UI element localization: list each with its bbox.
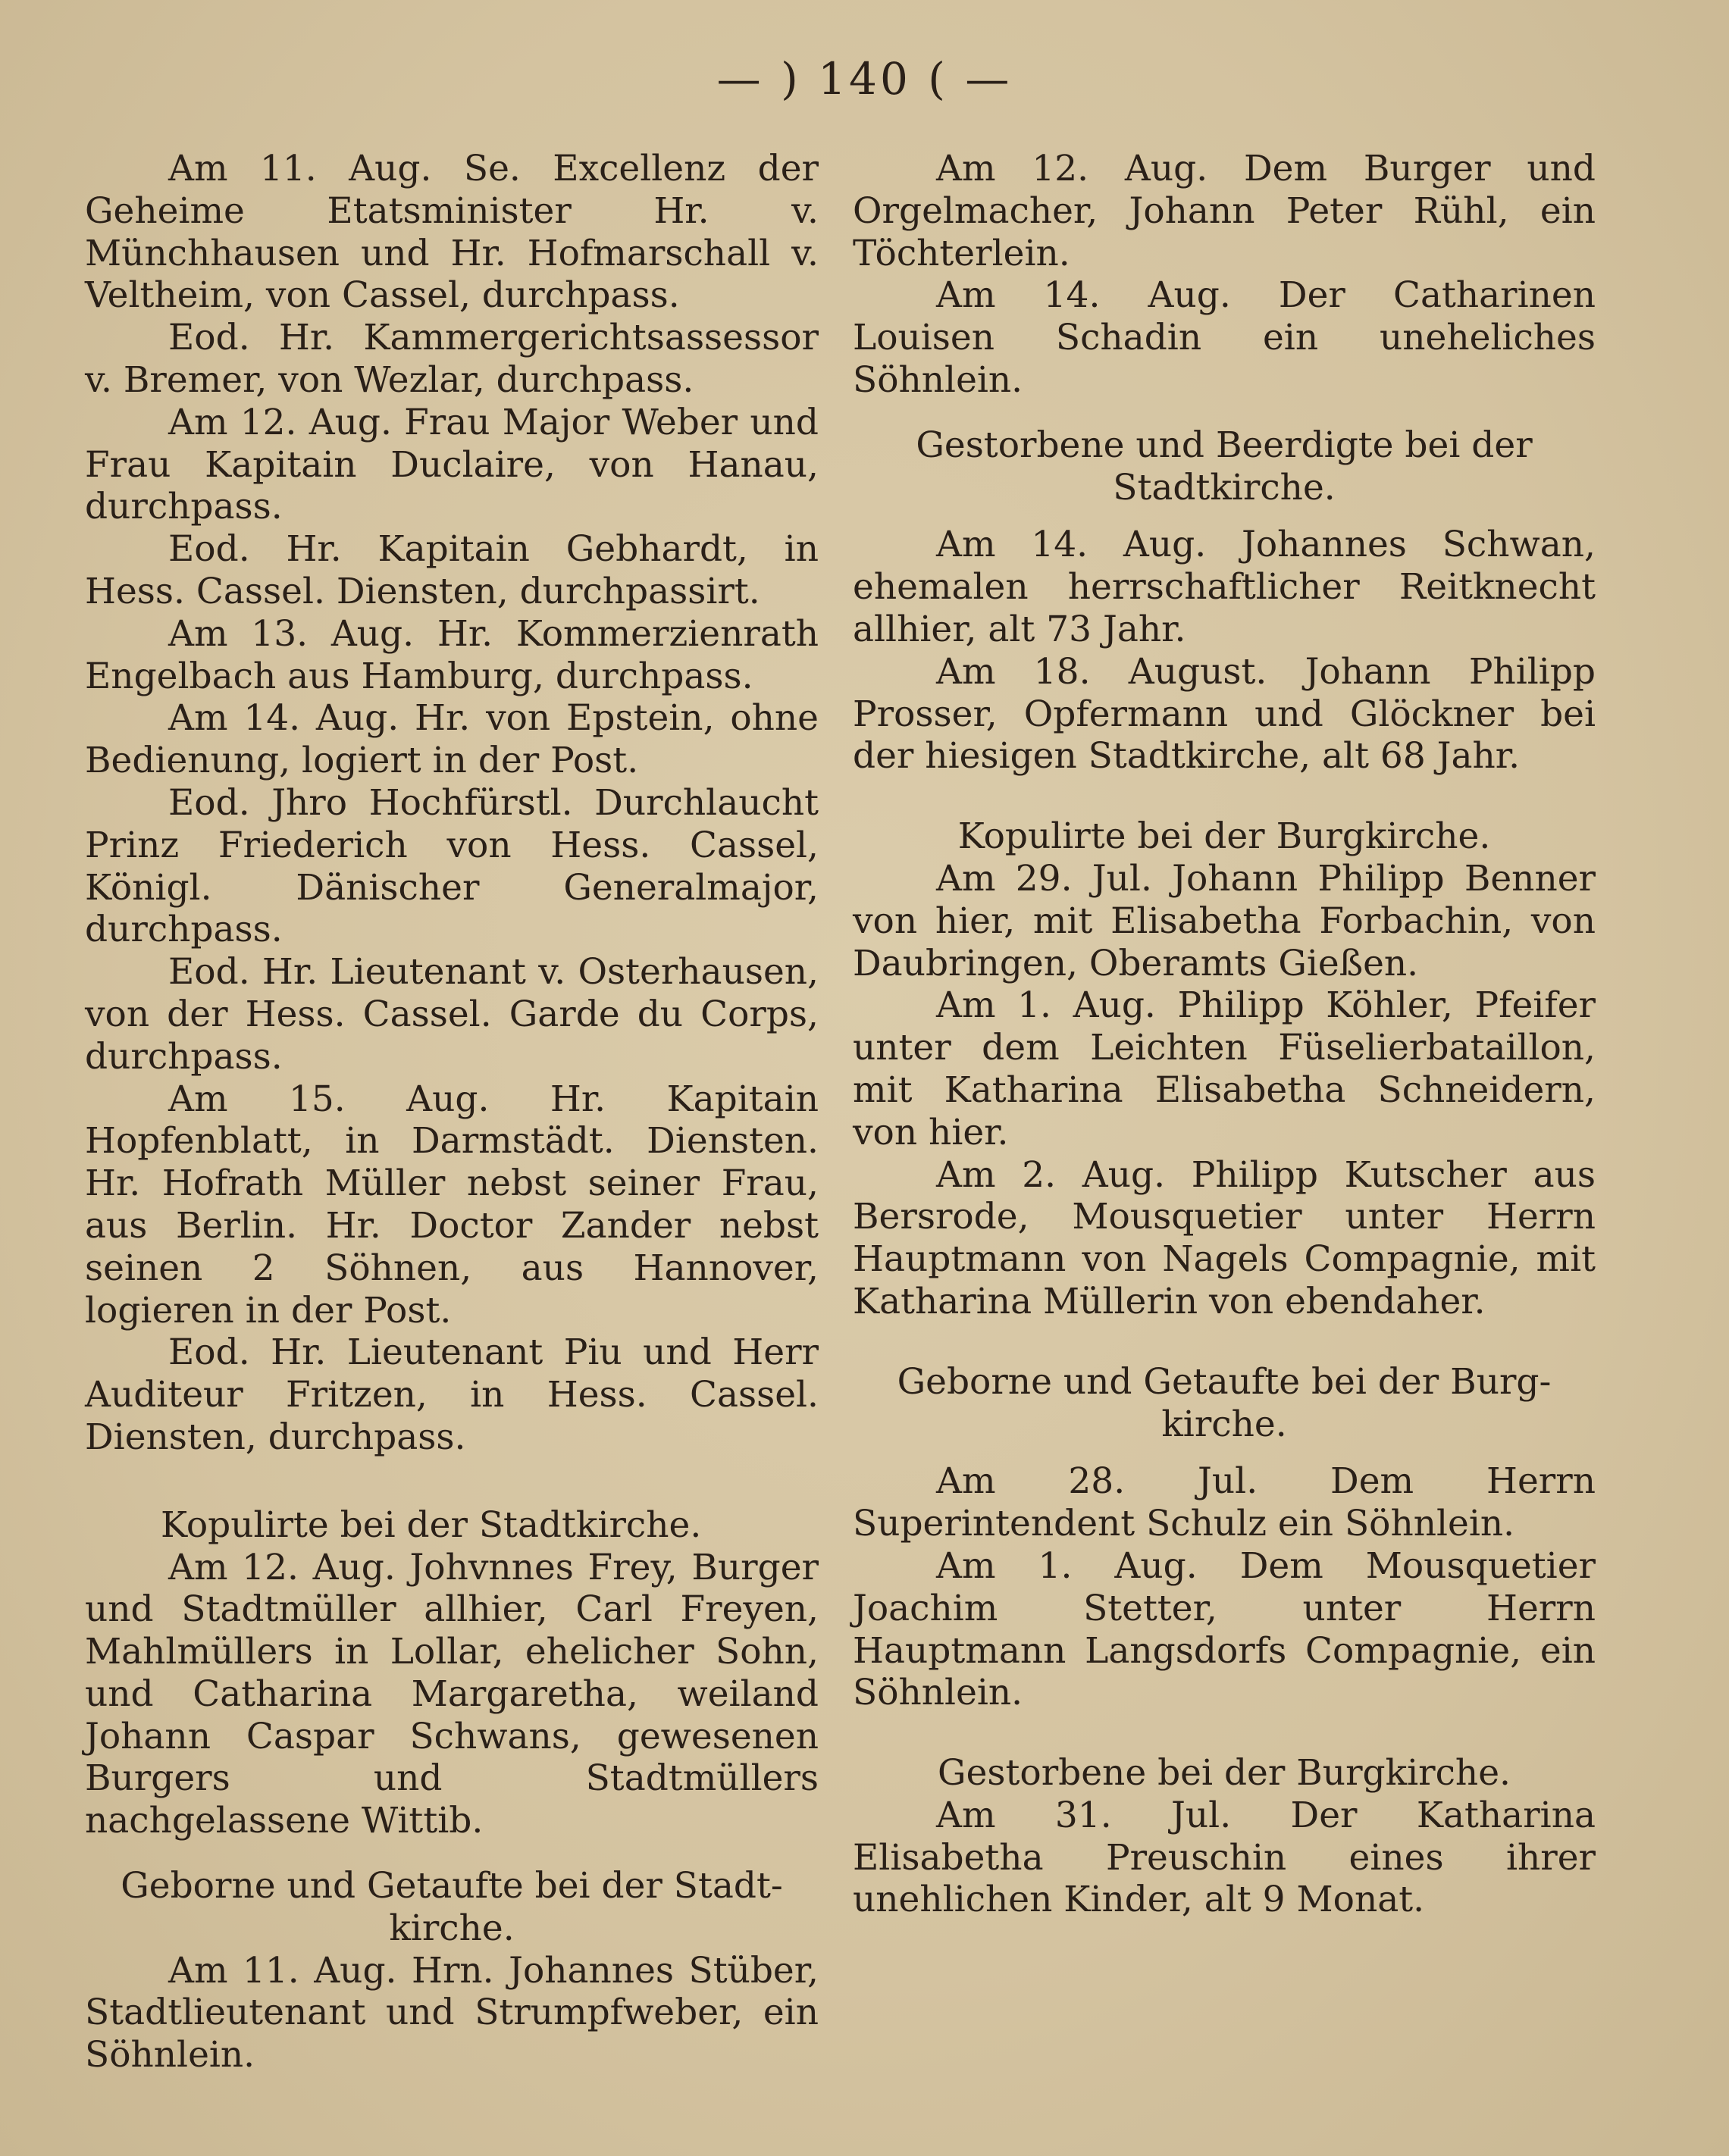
section-heading-gestorbene-burgkirche: Gestorbene bei der Burgkirche.: [938, 1752, 1511, 1795]
left-entry-9: Am 15. Aug. Hr. Kapitain Hopfenblatt, in Darmstädt. Diensten. Hr. Hofrath Müller nebst seiner Frau, aus Berlin. Hr. Doctor Zander nebst seinen 2 Söhnen, aus Hannover, logieren in der Post.: [85, 1078, 819, 1331]
section-heading-geborne-burgkirche-line2: kirche.: [1161, 1403, 1287, 1445]
section-heading-geborne-burgkirche-line1: Geborne und Getaufte bei der Burg-: [897, 1360, 1552, 1403]
right-section3-entry-1: Am 28. Jul. Dem Herrn Superintendent Schulz ein Söhnlein.: [853, 1460, 1596, 1545]
left-entry-7: Eod. Jhro Hochfürstl. Durchlaucht Prinz Friederich von Hess. Cassel, Königl. Dänischer Generalmajor, durchpass.: [85, 781, 819, 951]
page-number: — ) 140 ( —: [716, 53, 1013, 105]
left-section1-entry: Am 12. Aug. Johvnnes Frey, Burger und Stadtmüller allhier, Carl Freyen, Mahlmüllers in Lollar, ehelicher Sohn, und Catharina Margaretha, weiland Johann Caspar Schwans, gewesenen Burgers und Stadtmüllers nachgelassene Wittib.: [85, 1546, 819, 1842]
left-entry-4: Eod. Hr. Kapitain Gebhardt, in Hess. Cassel. Diensten, durchpassirt.: [85, 528, 819, 612]
right-section2-entry-1: Am 29. Jul. Johann Philipp Benner von hier, mit Elisabetha Forbachin, von Daubringen, Oberamts Gießen.: [853, 857, 1596, 984]
left-entry-2: Eod. Hr. Kammergerichtsassessor v. Bremer, von Wezlar, durchpass.: [85, 317, 819, 401]
section-heading-geborne-stadtkirche-line2: kirche.: [389, 1907, 515, 1949]
left-entry-5: Am 13. Aug. Hr. Kommerzienrath Engelbach aus Hamburg, durchpass.: [85, 612, 819, 697]
left-column: [85, 148, 819, 2076]
left-entry-10: Eod. Hr. Lieutenant Piu und Herr Auditeur Fritzen, in Hess. Cassel. Diensten, durchpass.: [85, 1331, 819, 1458]
section-heading-gestorbene-stadtkirche-line2: Stadtkirche.: [1113, 466, 1336, 508]
right-section2-entry-2: Am 1. Aug. Philipp Köhler, Pfeifer unter dem Leichten Füselierbataillon, mit Katharina Elisabetha Schneidern, von hier.: [853, 984, 1596, 1153]
section-heading-geborne-stadtkirche-line1: Geborne und Getaufte bei der Stadt-: [121, 1865, 783, 1907]
left-section2-entry: Am 11. Aug. Hrn. Johannes Stüber, Stadtlieutenant und Strumpfweber, ein Söhnlein.: [85, 1949, 819, 2076]
right-entry-1: Am 12. Aug. Dem Burger und Orgelmacher, Johann Peter Rühl, ein Töchterlein.: [853, 148, 1596, 274]
left-entry-3: Am 12. Aug. Frau Major Weber und Frau Kapitain Duclaire, von Hanau, durchpass.: [85, 401, 819, 528]
right-entry-2: Am 14. Aug. Der Catharinen Louisen Schadin ein uneheliches Söhnlein.: [853, 274, 1596, 401]
right-section3-entry-2: Am 1. Aug. Dem Mousquetier Joachim Stetter, unter Herrn Hauptmann Langsdorfs Compagnie, ein Söhnlein.: [853, 1544, 1596, 1714]
section-heading-gestorbene-stadtkirche-line1: Gestorbene und Beerdigte bei der: [916, 424, 1533, 466]
left-entry-1: Am 11. Aug. Se. Excellenz der Geheime Etatsminister Hr. v. Münchhausen und Hr. Hofmarschall v. Veltheim, von Cassel, durchpass.: [85, 148, 819, 317]
section-heading-kopulirte-stadtkirche: Kopulirte bei der Stadtkirche.: [161, 1504, 702, 1546]
right-section2-entry-3: Am 2. Aug. Philipp Kutscher aus Bersrode, Mousquetier unter Herrn Hauptmann von Nagels Compagnie, mit Katharina Müllerin von ebendaher.: [853, 1153, 1596, 1322]
section-heading-kopulirte-burgkirche: Kopulirte bei der Burgkirche.: [957, 815, 1491, 858]
right-section4-entry: Am 31. Jul. Der Katharina Elisabetha Preuschin eines ihrer unehlichen Kinder, alt 9 Monat.: [853, 1794, 1596, 1921]
right-section1-entry-2: Am 18. August. Johann Philipp Prosser, Opfermann und Glöckner bei der hiesigen Stadtkirche, alt 68 Jahr.: [853, 650, 1596, 778]
left-entry-6: Am 14. Aug. Hr. von Epstein, ohne Bedienung, logiert in der Post.: [85, 697, 819, 782]
right-section1-entry-1: Am 14. Aug. Johannes Schwan, ehemalen herrschaftlicher Reitknecht allhier, alt 73 Jahr.: [853, 524, 1596, 650]
right-column: [853, 148, 1596, 1921]
left-entry-8: Eod. Hr. Lieutenant v. Osterhausen, von der Hess. Cassel. Garde du Corps, durchpass.: [85, 951, 819, 1078]
